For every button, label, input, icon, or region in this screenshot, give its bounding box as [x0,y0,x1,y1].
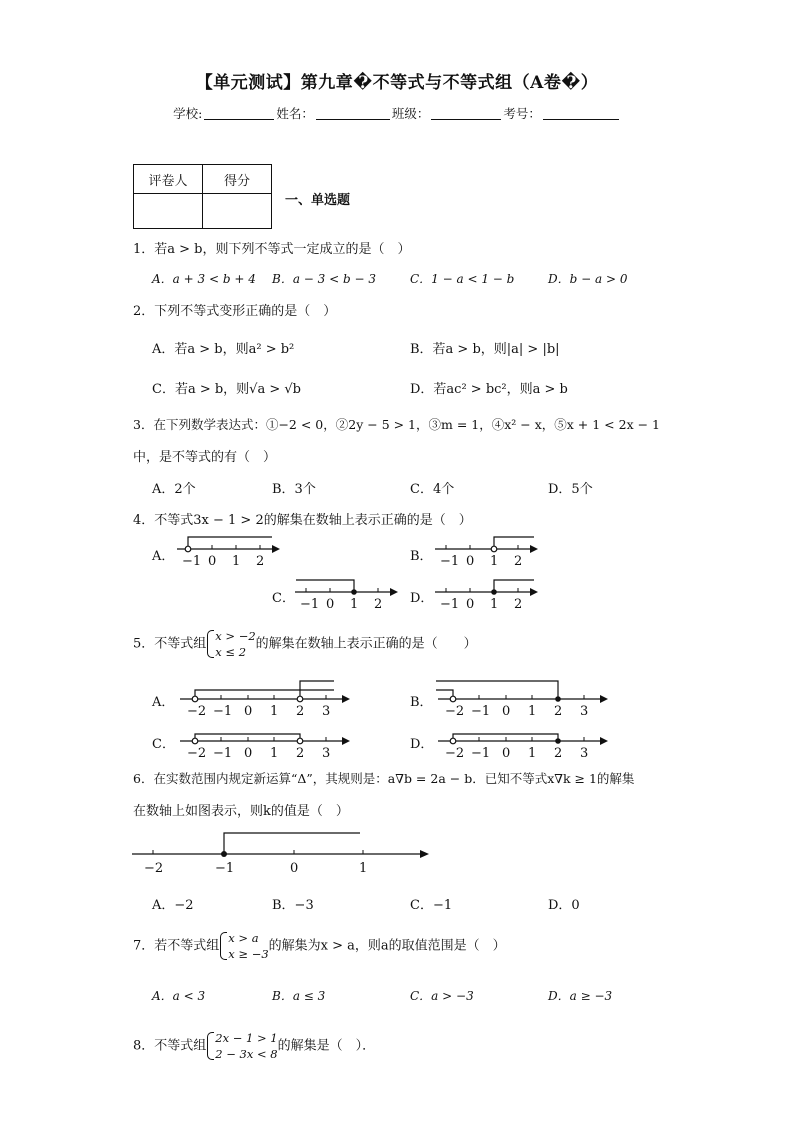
section-title: 一、单选题 [285,193,351,208]
q5-number-line-c [176,722,356,762]
q5-stem-prefix: 5．不等式组 [133,636,207,652]
q4c-label: 1 [350,597,359,612]
score-cell[interactable] [203,194,272,229]
q8-system [206,1030,277,1062]
student-info-line [0,104,794,122]
q8-ineq-1: 2x − 1 > 1 [215,1031,278,1045]
q4d-label: −1 [440,597,460,612]
q5a-label: −2 [187,704,207,719]
q4-option-a[interactable]: A． [152,549,175,564]
school-label: 学校: [173,106,203,121]
q2-option-c[interactable]: C．若a > b，则√a > √b [152,382,301,397]
school-blank[interactable] [204,106,274,120]
q5d-label: 3 [580,746,589,761]
q6-label: −2 [144,861,164,876]
q1-option-d[interactable]: D．b − a > 0 [548,272,628,286]
q4-option-b[interactable]: B． [410,549,433,564]
q6-label: −1 [215,861,235,876]
q5-option-a[interactable]: A． [152,695,175,710]
question-7-stem [133,930,506,962]
q5b-label: −2 [445,704,465,719]
q4-number-line-c [290,578,400,612]
q5a-label: 1 [270,704,279,719]
question-4-stem: 4．不等式3x − 1 > 2的解集在数轴上表示正确的是（ ） [133,513,472,528]
question-3-stem-cont: 中，是不等式的有（ ） [133,450,277,465]
q5d-label: 1 [528,746,537,761]
q2-option-a[interactable]: A．若a > b，则a² > b² [152,342,295,357]
q7-option-c[interactable]: C．a > −3 [410,989,474,1003]
q5c-label: 2 [296,746,305,761]
q7-stem-suffix: 的解集为x > a，则a的取值范围是（ ） [268,938,506,954]
q6-label: 0 [290,861,299,876]
q5d-label: −2 [445,746,465,761]
class-blank[interactable] [431,106,501,120]
q5-option-c[interactable]: C． [152,737,175,752]
q5-ineq-2: x ≤ 2 [215,645,247,659]
name-label: 姓名： [276,106,314,121]
q8-stem-prefix: 8．不等式组 [133,1038,207,1054]
q6-number-line [130,828,440,878]
q6-option-d[interactable]: D．0 [548,898,580,913]
question-5-stem [133,628,477,660]
q5-number-line-b [434,680,614,720]
q4d-label: 0 [466,597,475,612]
q4c-label: −1 [300,597,320,612]
q5a-label: −1 [213,704,233,719]
q4a-label: −1 [182,554,202,569]
q6-label: 1 [359,861,368,876]
q4-number-line-b [430,535,540,569]
score-header: 得分 [203,165,272,194]
q4b-label: −1 [440,554,460,569]
q4d-label: 2 [514,597,523,612]
question-6-stem: 6．在实数范围内规定新运算“Δ”，其规则是：a∇b = 2a − b．已知不等式x∇k ≥ 1的解集 [133,771,635,786]
q2-option-b[interactable]: B．若a > b，则|a| > |b| [410,342,560,357]
question-8-stem [133,1030,375,1062]
question-6-stem-cont: 在数轴上如图表示，则k的值是（ ） [133,804,349,819]
q5-ineq-1: x > −2 [215,629,256,643]
question-1-stem: 1．若a > b，则下列不等式一定成立的是（ ） [133,242,411,257]
q7-system [219,930,268,962]
q4b-label: 0 [466,554,475,569]
q5d-label: 0 [502,746,511,761]
grader-header: 评卷人 [134,165,203,194]
name-blank[interactable] [316,106,390,120]
q5c-label: 0 [244,746,253,761]
q5-option-d[interactable]: D． [410,737,434,752]
q5-stem-suffix: 的解集在数轴上表示正确的是（ ） [255,636,477,652]
q7-stem-prefix: 7．若不等式组 [133,938,220,954]
q5d-label: −1 [471,746,491,761]
q4-number-line-d [430,578,540,612]
q4b-label: 1 [490,554,499,569]
q5b-label: 3 [580,704,589,719]
q6-option-c[interactable]: C．−1 [410,898,453,913]
q4c-label: 2 [374,597,383,612]
q4-option-c[interactable]: C． [272,591,295,606]
q7-option-b[interactable]: B．a ≤ 3 [272,989,326,1003]
q3-option-b[interactable]: B．3个 [272,482,316,497]
q3-option-a[interactable]: A．2个 [152,482,196,497]
exam-no-label: 考号： [503,106,541,121]
q2-option-d[interactable]: D．若ac² > bc²，则a > b [410,382,568,397]
q5b-label: 1 [528,704,537,719]
q5c-label: 1 [270,746,279,761]
q5-option-b[interactable]: B． [410,695,433,710]
q5a-label: 3 [322,704,331,719]
q5c-label: −1 [213,746,233,761]
q4b-label: 2 [514,554,523,569]
q1-option-a[interactable]: A．a + 3 < b + 4 [152,272,256,286]
q5c-label: −2 [187,746,207,761]
q8-ineq-2: 2 − 3x < 8 [215,1047,278,1061]
q5a-label: 0 [244,704,253,719]
q3-option-c[interactable]: C．4个 [410,482,455,497]
q4a-label: 1 [232,554,241,569]
q1-option-b[interactable]: B．a − 3 < b − 3 [272,272,376,286]
q3-option-d[interactable]: D．5个 [548,482,593,497]
q5a-label: 2 [296,704,305,719]
q5-system [206,628,255,660]
q5b-label: 2 [554,704,563,719]
grader-cell[interactable] [134,194,203,229]
question-2-stem: 2．下列不等式变形正确的是（ ） [133,304,337,319]
q5c-label: 3 [322,746,331,761]
page-title: 【单元测试】第九章�不等式与不等式组（A卷�） [195,73,599,93]
q4-number-line-a [172,535,282,569]
q6-option-a[interactable]: A．−2 [152,898,194,913]
question-3-stem: 3．在下列数学表达式：①−2 < 0，②2y − 5 > 1，③m = 1，④x² − x，⑤x + 1 < 2x − 1 [133,417,660,432]
q5d-label: 2 [554,746,563,761]
q4-option-d[interactable]: D． [410,591,434,606]
q4d-label: 1 [490,597,499,612]
q7-ineq-2: x ≥ −3 [228,947,269,961]
q5b-label: −1 [471,704,491,719]
q4c-label: 0 [326,597,335,612]
q5-number-line-a [176,680,356,720]
score-table [133,164,272,229]
q4a-label: 0 [208,554,217,569]
q6-option-b[interactable]: B．−3 [272,898,314,913]
q5b-label: 0 [502,704,511,719]
q5-number-line-d [434,722,614,762]
q7-option-a[interactable]: A．a < 3 [152,989,206,1003]
class-label: 班级： [391,106,430,121]
q1-option-c[interactable]: C．1 − a < 1 − b [410,272,515,286]
q7-option-d[interactable]: D．a ≥ −3 [548,989,613,1003]
q7-ineq-1: x > a [228,931,259,945]
exam-no-blank[interactable] [543,106,619,120]
q4a-label: 2 [256,554,265,569]
q8-stem-suffix: 的解集是（ ）． [277,1038,376,1054]
